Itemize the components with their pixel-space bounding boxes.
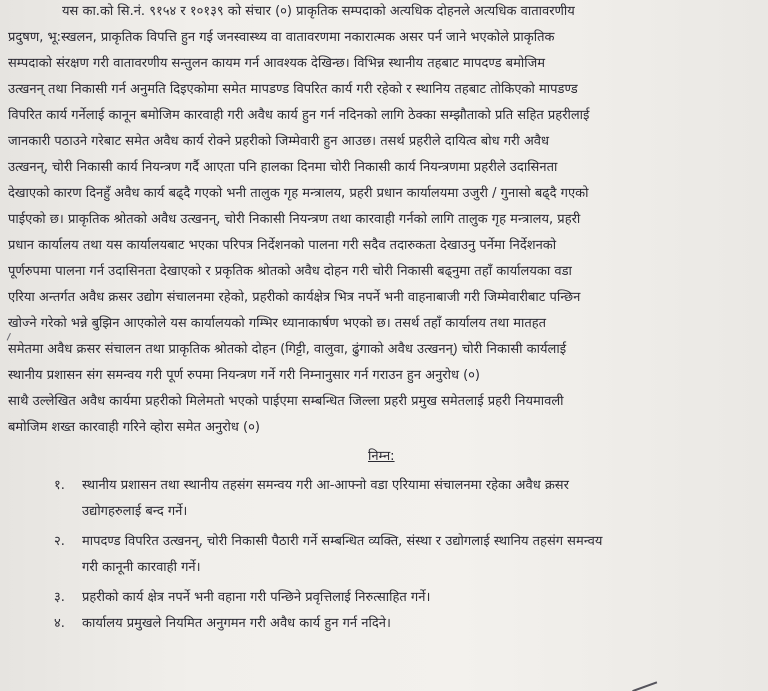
- list-item-text: मापदण्ड विपरित उत्खनन्, चोरी निकासी पैठारी गर्ने सम्बन्धित व्यक्ति, संस्था र उद्योगलाई स्थानिय तहसंग समन्वय: [82, 534, 603, 549]
- list-item-text: कार्यालय प्रमुखले नियमित अनुगमन गरी अवैध कार्य हुन गर्न नदिने।: [82, 616, 391, 631]
- paragraph-line: जानकारी पठाउने गरेबाट समेत अवैध कार्य रोक्ने प्रहरीको जिम्मेवारी हुन आउछ। तसर्थ प्रहरीले दायित्व बोध गरी अवैध: [8, 134, 549, 149]
- paragraph-line: एरिया अन्तर्गत अवैध क्रसर उद्योग संचालनमा रहेको, प्रहरीको कार्यक्षेत्र भित्र नपर्ने भनी वाहनाबाजी गरी जिम्मेवारीबाट पन्छिन: [8, 290, 581, 305]
- list-item-number: १.: [54, 478, 65, 493]
- list-item-number: २.: [54, 534, 65, 549]
- paragraph-line: उत्खनन्, चोरी निकासी कार्य नियन्त्रण गर्दै आएता पनि हालका दिनमा चोरी निकासी कार्य नियन्त्रणमा प्रहरीले उदासिनता: [8, 160, 558, 175]
- list-item-3: [8, 585, 760, 611]
- paragraph-line: खोज्ने गरेको भन्ने बुझिन आएकोले यस कार्यालयको गम्भिर ध्यानाकार्षण भएको छ। तसर्थ तहाँ कार्यालय तथा मातहत: [8, 316, 547, 331]
- paragraph-line: उत्खनन् तथा निकासी गर्न अनुमति दिइएकोमा समेत मापडण्ड विपरित कार्य गरी रहेको र स्थानिय तहबाट तोकिएको मापडण्ड: [8, 82, 578, 97]
- paragraph-line: प्रधान कार्यालय तथा यस कार्यालयबाट भएका परिपत्र निर्देशनको पालना गरी सदैव तदारुकता देखाउनु पर्नेमा निर्देशनको: [8, 238, 557, 253]
- paragraph-line: प्रदुषण, भू:स्खलन, प्राकृतिक विपत्ति हुन गई जनस्वास्थ्य वा वातावरणमा नकारात्मक असर पर्न जाने भएकोले प्राकृतिक: [8, 30, 555, 45]
- list-heading: निम्न:: [368, 449, 395, 464]
- list-item-2-continued: गरी कानूनी कारवाही गर्ने।: [82, 560, 201, 575]
- list-item-1-continued: उद्योगहरुलाई बन्द गर्ने।: [82, 504, 188, 519]
- paragraph-line: सम्पदाको संरक्षण गरी वातावरणीय सन्तुलन कायम गर्न आवश्यक देखिन्छ। विभिन्न स्थानीय तहबाट मापदण्ड बमोजिम: [8, 56, 546, 71]
- paragraph-line: समेतमा अवैध क्रसर संचालन तथा प्राकृतिक श्रोतको दोहन (गिट्टी, वालुवा, ढुंगाको अवैध उत्खनन्) चोरी निकासी कार्यलाई: [8, 342, 567, 357]
- pen-tick-mark: [629, 672, 658, 691]
- paragraph-line: बमोजिम शख्त कारवाही गरिने व्होरा समेत अनुरोध (०): [8, 420, 260, 435]
- list-item-1: [8, 473, 760, 499]
- list-item-text: प्रहरीको कार्य क्षेत्र नपर्ने भनी वहाना गरी पन्छिने प्रवृत्तिलाई निरुत्साहित गर्ने।: [82, 590, 431, 605]
- paragraph-line: यस का.को सि.नं. ९१५४ र १०१३९ को संचार (०) प्राकृतिक सम्पदाको अत्यधिक दोहनले अत्यधिक वातावरणीय: [62, 4, 575, 19]
- paragraph-line: साथै उल्लेखित अवैध कार्यमा प्रहरीको मिलेमतो भएको पाईएमा सम्बन्धित जिल्ला प्रहरी प्रमुख समेतलाई प्रहरी नियमावली: [8, 394, 564, 409]
- paragraph-line: स्थानीय प्रशासन संग समन्वय गरी पूर्ण रुपमा नियन्त्रण गर्ने गरी निम्नानुसार गर्न गराउन हुन अनुरोध (०): [8, 368, 481, 383]
- list-item-4: [8, 611, 760, 637]
- paragraph-line: पूर्णरुपमा पालना गर्न उदासिनता देखाएको र प्रकृतिक श्रोतको अवैध दोहन गरी चोरी निकासी बढ्नुमा तहाँ कार्यालयका वडा: [8, 264, 572, 279]
- letter-body: [8, 0, 760, 637]
- paragraph-line: देखाएको कारण दिनहुँ अवैध कार्य बढ्दै गएको भनी तालुक गृह मन्त्रालय, प्रहरी प्रधान कार्यालयमा उजुरी / गुनासो बढ्दै गएको: [8, 186, 589, 201]
- list-item-2: [8, 529, 760, 555]
- list-item-number: ४.: [54, 616, 65, 631]
- paragraph-line: विपरित कार्य गर्नेलाई कानून बमोजिम कारवाही गरी अवैध कार्य हुन गर्न नदिनको लागि ठेक्का सम्झौताको प्रति सहित प्रहरीलाई: [8, 108, 590, 123]
- list-item-text: स्थानीय प्रशासन तथा स्थानीय तहसंग समन्वय गरी आ-आफ्नो वडा एरियामा संचालनमा रहेका अवैध क्रसर: [82, 478, 569, 493]
- list-item-number: ३.: [54, 590, 65, 605]
- paragraph-line: पाईएको छ। प्राकृतिक श्रोतको अवैध उत्खनन्, चोरी निकासी नियन्त्रण तथा कारवाही गर्नको लागि तालुक गृह मन्त्रालय, प्रहरी: [8, 212, 581, 227]
